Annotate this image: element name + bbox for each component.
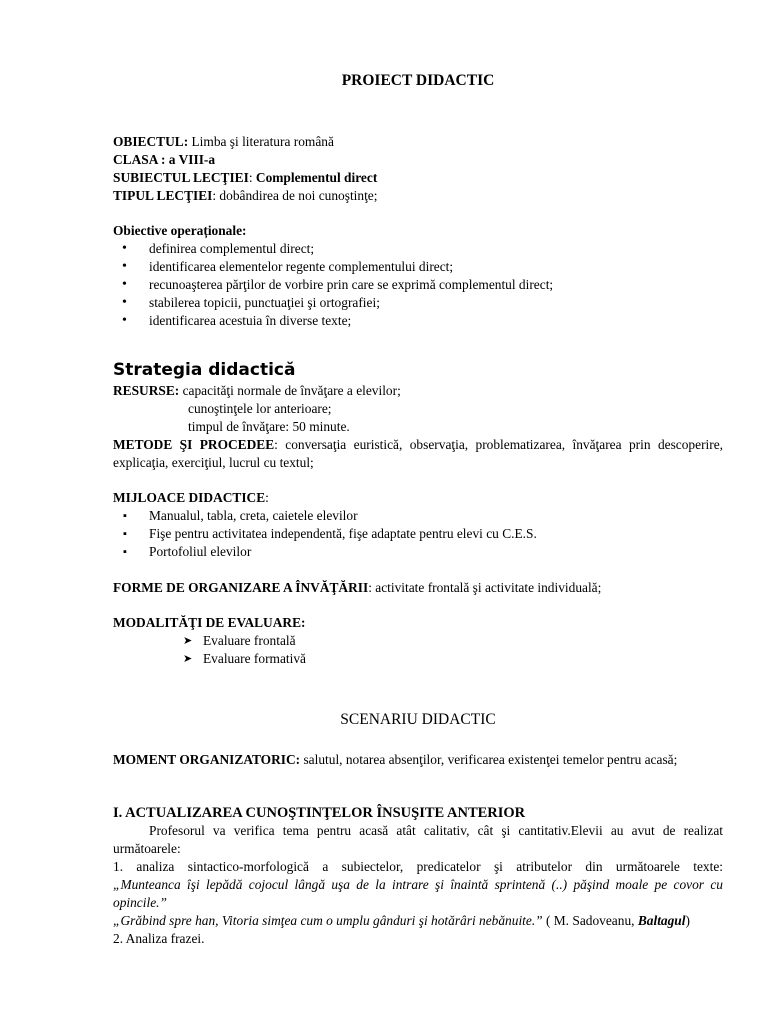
document-title: PROIECT DIDACTIC: [341, 72, 495, 89]
obiective-list: [113, 240, 723, 330]
subiectul-line: [113, 169, 723, 187]
moment-value: salutul, notarea absenţilor, verificarea existenţei temelor pentru acasă;: [300, 752, 678, 767]
section1-paragraph: Profesorul va verifica tema pentru acasă atât calitativ, cât şi cantitativ.Elevii au avut de realizat următoarele:: [113, 823, 723, 856]
list-item: • identificarea elementelor regente complementului direct;: [113, 258, 723, 276]
mijloace-list: [113, 507, 723, 561]
subiectul-label: SUBIECTUL LECŢIEI: [113, 170, 249, 185]
strategia-heading: Strategia didactică: [113, 360, 296, 380]
quote2-work: Baltagul: [637, 913, 686, 928]
evaluare-heading: MODALITĂŢI DE EVALUARE:: [113, 615, 306, 630]
metode-paragraph: [113, 436, 723, 472]
quote2-close: ): [685, 913, 690, 928]
quote1: „Munteanca îşi lepădă cojocul lângă uşa de la intrare şi înaintă sprintenă (..) păşind moale pe covor cu opincile.”: [113, 877, 723, 910]
mijloace-section: [113, 489, 723, 561]
task2: 2. Analiza frazei.: [113, 931, 205, 946]
evaluare-section: [113, 614, 723, 668]
list-item: ➤ Evaluare formativă: [113, 650, 723, 668]
mijloace-heading: MIJLOACE DIDACTICE: [113, 490, 266, 505]
list-item: • stabilerea topicii, punctuaţiei şi ortografiei;: [113, 294, 723, 312]
list-item: • recunoaşterea părţilor de vorbire prin care se exprimă complementul direct;: [113, 276, 723, 294]
list-item: ➤ Evaluare frontală: [113, 632, 723, 650]
mijloace-sep: :: [265, 490, 269, 505]
metode-label: METODE ŞI PROCEDEE: [113, 437, 275, 452]
quote2-author: ( M. Sadoveanu,: [542, 913, 638, 928]
section1-heading: I. ACTUALIZAREA CUNOŞTINŢELOR ÎNSUŞITE ANTERIOR: [113, 805, 526, 821]
resurse-item: capacităţi normale de învăţare a elevilor;: [179, 383, 401, 398]
forme-value: : activitate frontală şi activitate individuală;: [368, 580, 602, 595]
obiectul-line: [113, 133, 723, 151]
tipul-label: TIPUL LECŢIEI: [113, 188, 213, 203]
clasa-line: CLASA : a VIII-a: [113, 152, 216, 167]
moment-paragraph: [113, 751, 723, 769]
list-item: ▪ Manualul, tabla, creta, caietele elevilor: [113, 507, 723, 525]
task1: 1. analiza sintactico-morfologică a subiectelor, predicatelor şi atributelor din următoarele texte:: [113, 859, 723, 874]
evaluare-list: [113, 632, 723, 668]
resurse-line: [113, 382, 723, 400]
metode-value: : conversaţia euristică, observaţia, problematizarea, învăţarea prin descoperire, explicaţia, exerciţiul, lucrul cu textul;: [113, 437, 724, 470]
section1: [113, 804, 723, 948]
tipul-value: : dobândirea de noi cunoştinţe;: [212, 188, 378, 203]
list-item: ▪ Portofoliul elevilor: [113, 543, 723, 561]
quote2: „Grăbind spre han, Vitoria simţea cum o umplu gânduri şi hotărâri nebănuite.”: [113, 913, 543, 928]
list-item: • identificarea acestuia în diverse texte;: [113, 312, 723, 330]
strategia-section: [113, 358, 723, 472]
subiectul-sep: :: [248, 170, 256, 185]
moment-label: MOMENT ORGANIZATORIC:: [113, 752, 301, 767]
resurse-item: cunoştinţele lor anterioare;: [188, 401, 332, 416]
resurse-item: timpul de învăţare: 50 minute.: [188, 419, 350, 434]
tipul-line: [113, 187, 723, 205]
lesson-header: [113, 133, 723, 205]
list-item: • definirea complementul direct;: [113, 240, 723, 258]
list-item: ▪ Fişe pentru activitatea independentă, fişe adaptate pentru elevi cu C.E.S.: [113, 525, 723, 543]
resurse-label: RESURSE:: [113, 383, 180, 398]
scenariu-title: SCENARIU DIDACTIC: [340, 711, 496, 728]
obiectul-label: OBIECTUL:: [113, 134, 189, 149]
quote2-paragraph: [113, 912, 723, 930]
subiectul-value: Complementul direct: [255, 170, 378, 185]
obiectul-value: Limba şi literatura română: [188, 134, 334, 149]
mijloace-heading-line: [113, 489, 723, 507]
obiective-section: [113, 222, 723, 330]
forme-label: FORME DE ORGANIZARE A ÎNVĂŢĂRII: [113, 580, 369, 595]
forme-line: [113, 579, 723, 597]
obiective-heading: Obiective operaționale:: [113, 223, 247, 238]
